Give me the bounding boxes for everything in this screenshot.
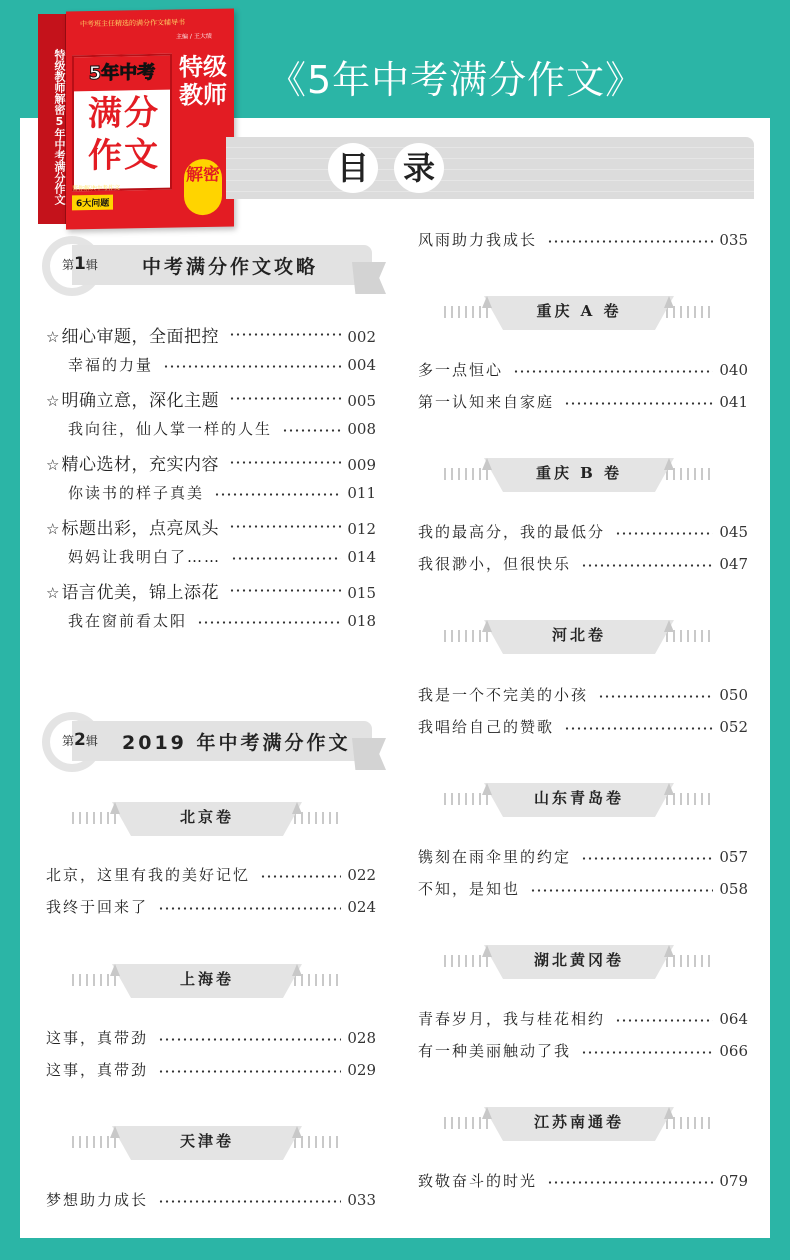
toc-entry[interactable]: ☆ 精心选材，充实内容 009 bbox=[46, 455, 376, 475]
toc-entry[interactable]: ☆ 明确立意，深化主题 005 bbox=[46, 391, 376, 411]
page-number: 004 bbox=[347, 356, 376, 374]
toc-entry[interactable]: 幸福的力量 004 bbox=[68, 356, 376, 374]
region-banner-chongqing-b bbox=[444, 458, 712, 494]
page-title: 《5年中考满分作文》 bbox=[268, 58, 645, 102]
toc-entry[interactable]: ☆ 标题出彩，点亮凤头 012 bbox=[46, 519, 376, 539]
page-number: 064 bbox=[719, 1010, 748, 1028]
toc-entry[interactable]: 我很渺小，但很快乐 047 bbox=[418, 555, 748, 573]
page-number: 040 bbox=[719, 361, 748, 379]
toc-entry[interactable]: 梦想助力成长 033 bbox=[46, 1191, 376, 1209]
page-number: 050 bbox=[719, 686, 748, 704]
page-number: 041 bbox=[719, 393, 748, 411]
toc-entry[interactable]: 致敬奋斗的时光 079 bbox=[418, 1172, 748, 1190]
page-number: 029 bbox=[347, 1061, 376, 1079]
dot-leader bbox=[282, 429, 341, 432]
star-icon: ☆ bbox=[46, 456, 60, 474]
book-top-label: 5年中考 bbox=[74, 56, 170, 92]
page-number: 008 bbox=[347, 420, 376, 438]
dot-leader bbox=[598, 695, 713, 698]
star-icon: ☆ bbox=[46, 392, 60, 410]
book-title-box bbox=[72, 54, 172, 192]
toc-entry[interactable]: 有一种美丽触动了我 066 bbox=[418, 1042, 748, 1060]
region-label: 湖北黄冈卷 bbox=[533, 951, 624, 969]
region-banner-tianjin bbox=[72, 1126, 340, 1162]
page-number: 005 bbox=[347, 392, 376, 410]
page-number: 033 bbox=[347, 1191, 376, 1209]
toc-entry[interactable]: 你读书的样子真美 011 bbox=[68, 484, 376, 502]
part-1-banner bbox=[42, 236, 392, 296]
toc-entry[interactable]: 我向往，仙人掌一样的人生 008 bbox=[68, 420, 376, 438]
book-tagline: 中考班主任精选的满分作文辅导书 bbox=[80, 18, 185, 29]
page-number: 018 bbox=[347, 612, 376, 630]
toc-entry[interactable]: 我唱给自己的赞歌 052 bbox=[418, 718, 748, 736]
toc-char-lu: 录 bbox=[394, 143, 444, 193]
part-number-label: 第1辑 bbox=[62, 254, 98, 274]
dot-leader bbox=[581, 857, 713, 860]
page-number: 035 bbox=[719, 231, 748, 249]
book-seal: 解密 bbox=[184, 159, 222, 216]
toc-entry[interactable]: 我的最高分，我的最低分 045 bbox=[418, 523, 748, 541]
toc-entry[interactable]: 青春岁月，我与桂花相约 064 bbox=[418, 1010, 748, 1028]
dot-leader bbox=[564, 402, 713, 405]
part-number-label: 第2辑 bbox=[62, 730, 98, 750]
dot-leader bbox=[581, 1051, 713, 1054]
dot-leader bbox=[615, 1019, 713, 1022]
dot-leader bbox=[530, 889, 713, 892]
page-number: 014 bbox=[347, 548, 376, 566]
page-number: 079 bbox=[719, 1172, 748, 1190]
dot-leader bbox=[513, 370, 713, 373]
toc-entry[interactable]: ☆ 细心审题，全面把控 002 bbox=[46, 327, 376, 347]
dot-leader bbox=[163, 365, 341, 368]
book-cover-image bbox=[38, 10, 234, 228]
dot-leader bbox=[229, 397, 341, 400]
star-icon: ☆ bbox=[46, 520, 60, 538]
region-banner-chongqing-a bbox=[444, 296, 712, 332]
star-icon: ☆ bbox=[46, 328, 60, 346]
dot-leader bbox=[615, 532, 713, 535]
toc-entry[interactable]: 妈妈让我明白了…… 014 bbox=[68, 548, 376, 566]
dot-leader bbox=[260, 875, 341, 878]
page-number: 002 bbox=[347, 328, 376, 346]
toc-entry[interactable]: 这事，真带劲 029 bbox=[46, 1061, 376, 1079]
book-badge-label: 帮你解决中考作文 bbox=[72, 184, 121, 193]
part-title: 中考满分作文攻略 bbox=[142, 256, 319, 278]
page-number: 028 bbox=[347, 1029, 376, 1047]
toc-entry[interactable]: 北京，这里有我的美好记忆 022 bbox=[46, 866, 376, 884]
part-2-banner bbox=[42, 712, 392, 772]
region-banner-hubei-huanggang bbox=[444, 945, 712, 981]
dot-leader bbox=[229, 589, 341, 592]
region-banner-hebei bbox=[444, 620, 712, 656]
page-number: 024 bbox=[347, 898, 376, 916]
toc-entry[interactable]: ☆ 语言优美，锦上添花 015 bbox=[46, 583, 376, 603]
star-icon: ☆ bbox=[46, 584, 60, 602]
page-number: 009 bbox=[347, 456, 376, 474]
region-label: 重庆 A 卷 bbox=[536, 302, 622, 320]
toc-entry[interactable]: 我在窗前看太阳 018 bbox=[68, 612, 376, 630]
dot-leader bbox=[229, 333, 341, 336]
region-banner-shanghai bbox=[72, 964, 340, 1000]
book-badge: 6大问题 bbox=[72, 195, 113, 211]
dot-leader bbox=[158, 1070, 341, 1073]
page-number: 015 bbox=[347, 584, 376, 602]
region-label: 江苏南通卷 bbox=[533, 1113, 624, 1131]
toc-header-band bbox=[226, 137, 754, 199]
dot-leader bbox=[564, 727, 713, 730]
page-number: 057 bbox=[719, 848, 748, 866]
dot-leader bbox=[158, 1038, 341, 1041]
page-number: 011 bbox=[347, 484, 376, 502]
toc-entry[interactable]: 镌刻在雨伞里的约定 057 bbox=[418, 848, 748, 866]
dot-leader bbox=[547, 1181, 713, 1184]
dot-leader bbox=[229, 525, 341, 528]
dot-leader bbox=[197, 621, 341, 624]
dot-leader bbox=[231, 557, 341, 560]
toc-entry[interactable]: 我终于回来了 024 bbox=[46, 898, 376, 916]
region-label: 上海卷 bbox=[179, 970, 234, 988]
page-number: 045 bbox=[719, 523, 748, 541]
toc-entry[interactable]: 我是一个不完美的小孩 050 bbox=[418, 686, 748, 704]
toc-entry[interactable]: 这事，真带劲 028 bbox=[46, 1029, 376, 1047]
toc-entry[interactable]: 风雨助力我成长 035 bbox=[418, 231, 748, 249]
dot-leader bbox=[581, 564, 713, 567]
region-banner-jiangsu-nantong bbox=[444, 1107, 712, 1143]
book-right-title: 特级教师 bbox=[179, 52, 227, 110]
region-label: 山东青岛卷 bbox=[533, 789, 624, 807]
dot-leader bbox=[214, 493, 341, 496]
book-front bbox=[66, 9, 234, 230]
book-editor: 主编 / 王大绩 bbox=[176, 32, 212, 41]
toc-entry[interactable]: 第一认知来自家庭 041 bbox=[418, 393, 748, 411]
part-title: 2019 年中考满分作文 bbox=[122, 732, 351, 754]
dot-leader bbox=[547, 240, 713, 243]
region-banner-beijing bbox=[72, 802, 340, 838]
page-number: 012 bbox=[347, 520, 376, 538]
book-big-title: 满分作文 bbox=[88, 92, 160, 177]
toc-char-mu: 目 bbox=[328, 143, 378, 193]
region-label: 河北卷 bbox=[551, 626, 606, 644]
region-label: 天津卷 bbox=[179, 1132, 234, 1150]
region-banner-shandong-qingdao bbox=[444, 783, 712, 819]
dot-leader bbox=[229, 461, 341, 464]
page-number: 066 bbox=[719, 1042, 748, 1060]
toc-entry[interactable]: 多一点恒心 040 bbox=[418, 361, 748, 379]
region-label: 北京卷 bbox=[179, 808, 234, 826]
dot-leader bbox=[158, 1200, 341, 1203]
toc-entry[interactable]: 不知，是知也 058 bbox=[418, 880, 748, 898]
page-number: 052 bbox=[719, 718, 748, 736]
region-label: 重庆 B 卷 bbox=[535, 464, 623, 482]
book-spine: 特级教师解密5年中考满分作文 bbox=[38, 14, 66, 224]
page-number: 022 bbox=[347, 866, 376, 884]
page-number: 058 bbox=[719, 880, 748, 898]
dot-leader bbox=[158, 907, 341, 910]
page-number: 047 bbox=[719, 555, 748, 573]
